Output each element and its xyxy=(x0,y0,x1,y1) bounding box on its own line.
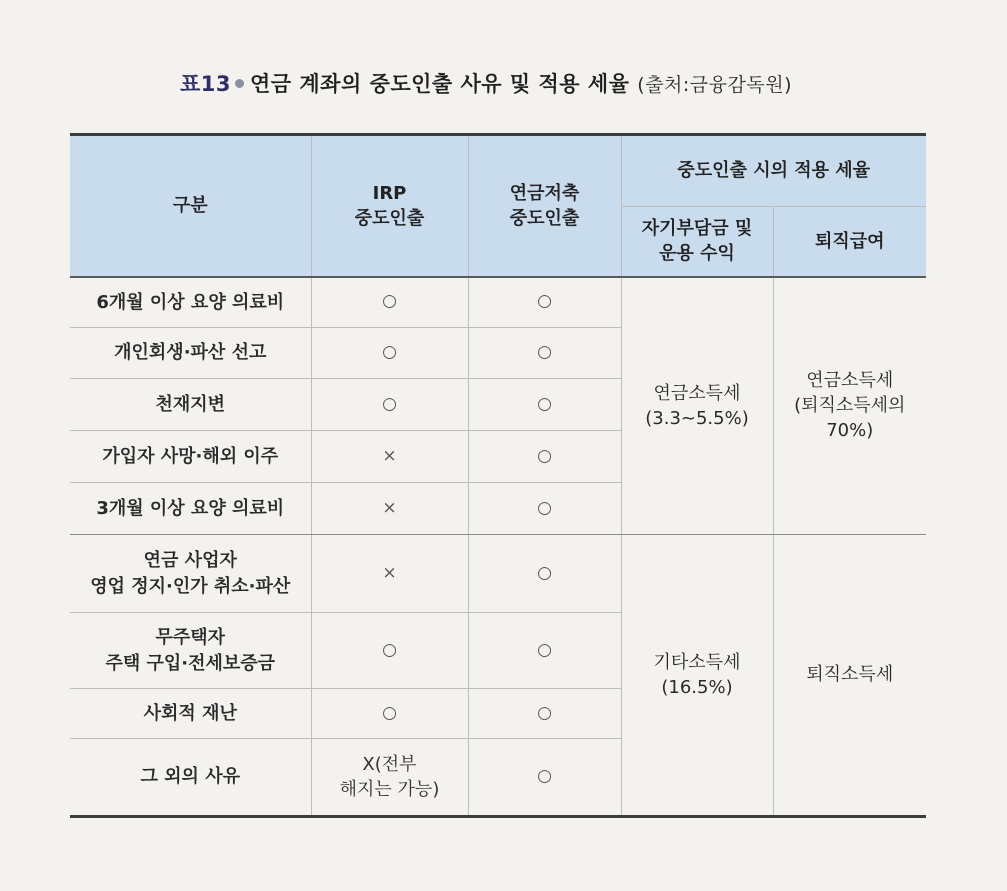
irp-mark: ○ xyxy=(311,613,468,689)
row-label: 천재지변 xyxy=(70,379,311,431)
tax-self-paid-group1: 연금소득세 (3.3~5.5%) xyxy=(621,277,773,535)
irp-mark: ○ xyxy=(311,277,468,328)
row-label: 3개월 이상 요양 의료비 xyxy=(70,483,311,535)
header-tax-group: 중도인출 시의 적용 세율 xyxy=(621,135,926,207)
pension-mark: ○ xyxy=(468,689,621,739)
pension-mark: ○ xyxy=(468,535,621,613)
row-label: 6개월 이상 요양 의료비 xyxy=(70,277,311,328)
tax-self-paid-group2: 기타소득세 (16.5%) xyxy=(621,535,773,817)
bullet-dot-icon xyxy=(235,79,244,88)
pension-mark: ○ xyxy=(468,328,621,379)
withdrawal-tax-table xyxy=(70,133,926,818)
pension-mark: ○ xyxy=(468,431,621,483)
irp-mark: X(전부 해지는 가능) xyxy=(311,739,468,817)
row-label: 개인회생·파산 선고 xyxy=(70,328,311,379)
header-retirement: 퇴직급여 xyxy=(773,207,926,277)
header-irp: IRP 중도인출 xyxy=(311,135,468,277)
table-source: (출처:금융감독원) xyxy=(637,74,792,96)
irp-mark: ○ xyxy=(311,328,468,379)
header-self-paid: 자기부담금 및 운용 수익 xyxy=(621,207,773,277)
table-row xyxy=(70,277,926,328)
tax-retirement-group1: 연금소득세 (퇴직소득세의 70%) xyxy=(773,277,926,535)
irp-mark: × xyxy=(311,535,468,613)
irp-mark: × xyxy=(311,431,468,483)
table-number: 표13 xyxy=(180,72,232,96)
irp-mark: ○ xyxy=(311,689,468,739)
header-category: 구분 xyxy=(70,135,311,277)
table-caption xyxy=(180,68,792,98)
table-row xyxy=(70,535,926,613)
pension-mark: ○ xyxy=(468,277,621,328)
row-label: 연금 사업자 영업 정지·인가 취소·파산 xyxy=(70,535,311,613)
pension-mark: ○ xyxy=(468,483,621,535)
table-title: 연금 계좌의 중도인출 사유 및 적용 세율 xyxy=(250,72,630,96)
header-pension-savings: 연금저축 중도인출 xyxy=(468,135,621,277)
irp-mark: ○ xyxy=(311,379,468,431)
irp-mark: × xyxy=(311,483,468,535)
row-label: 무주택자 주택 구입·전세보증금 xyxy=(70,613,311,689)
tax-retirement-group2: 퇴직소득세 xyxy=(773,535,926,817)
row-label: 그 외의 사유 xyxy=(70,739,311,817)
row-label: 가입자 사망·해외 이주 xyxy=(70,431,311,483)
pension-mark: ○ xyxy=(468,613,621,689)
pension-mark: ○ xyxy=(468,379,621,431)
pension-mark: ○ xyxy=(468,739,621,817)
row-label: 사회적 재난 xyxy=(70,689,311,739)
